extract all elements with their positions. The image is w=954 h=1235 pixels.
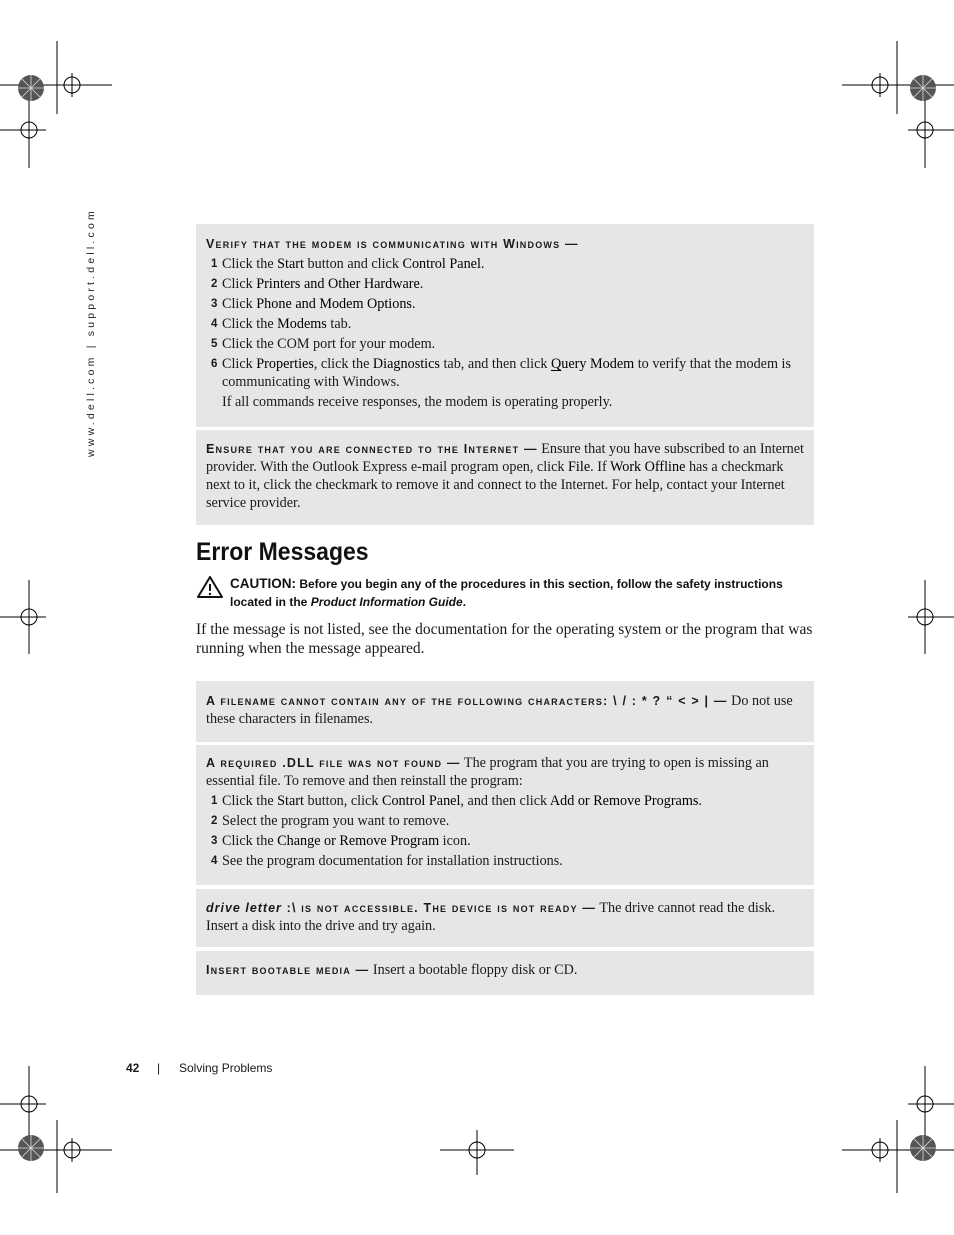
- modem-step-4: [206, 315, 804, 333]
- drive-letter-placeholder: drive letter: [206, 901, 282, 915]
- step-text: .: [411, 296, 416, 312]
- dll-box: [196, 745, 814, 885]
- step-number: 6: [211, 358, 218, 370]
- step-text: Click the: [222, 833, 278, 849]
- step-number: 2: [211, 278, 218, 290]
- step-text: See the program documentation for installation instructions.: [222, 853, 563, 869]
- step-text: .: [480, 256, 485, 272]
- side-url: [85, 208, 101, 462]
- step-text: Select the program you want to remove.: [222, 813, 450, 829]
- step-text: .: [419, 276, 424, 292]
- modem-step-1: [206, 255, 804, 273]
- ui-term: Modems: [277, 316, 327, 332]
- modem-heading: Verify that the modem is communicating with Windows —: [206, 237, 579, 251]
- step-text: Click the: [222, 316, 278, 332]
- ui-term: Printers and Other Hardware: [256, 276, 420, 292]
- step-number: 1: [211, 258, 218, 270]
- modem-steps: [206, 255, 804, 353]
- section-title: Error Messages: [196, 538, 369, 566]
- warning-icon: [196, 575, 224, 599]
- dll-step-1: [206, 792, 804, 810]
- ui-term: uery Modem: [561, 356, 635, 372]
- filename-text: Do not use these characters in filenames.: [206, 693, 793, 727]
- modem-step-5: [206, 335, 804, 353]
- step-text: , click the: [313, 356, 373, 372]
- drive-box: [196, 889, 814, 947]
- modem-step-6: [206, 355, 804, 391]
- internet-box: [196, 430, 814, 525]
- step-number: 3: [211, 298, 218, 310]
- modem-step-2: [206, 275, 804, 293]
- filename-box: [196, 681, 814, 742]
- guide-title: Product Information Guide: [310, 595, 463, 609]
- ui-term: Control Panel: [402, 256, 481, 272]
- ui-term: Properties: [256, 356, 314, 372]
- step-text: Click the: [222, 793, 278, 809]
- modem-step-3: [206, 295, 804, 313]
- footer-section: Solving Problems: [179, 1061, 273, 1075]
- internet-heading: Ensure that you are connected to the Internet —: [206, 442, 538, 456]
- filename-heading: A filename cannot contain any of the following characters: \ / : * ? “ < > | —: [206, 694, 728, 708]
- caution-text: Before you begin any of the procedures in this section, follow the safety instructions located in the: [230, 577, 783, 609]
- step-text: icon.: [439, 833, 471, 849]
- step-text: Click: [222, 276, 257, 292]
- dll-text: The program that you are trying to open is missing an essential file. To remove and then reinstall the program:: [206, 755, 769, 789]
- step-text: .: [698, 793, 702, 809]
- step-text: to verify that the modem is communicating with Windows.: [222, 356, 792, 390]
- modem-note: If all commands receive responses, the modem is operating properly.: [222, 394, 613, 410]
- step-number: 1: [211, 795, 218, 807]
- step-text: button, click: [303, 793, 382, 809]
- internet-text: has a checkmark next to it, click the checkmark to remove it and connect to the Internet. For help, contact your Internet service provider.: [206, 459, 785, 511]
- intro-paragraph: If the message is not listed, see the documentation for the operating system or the program that was running when the message appeared.: [196, 621, 813, 657]
- dll-step-3: [206, 832, 804, 850]
- step-number: 4: [211, 855, 218, 867]
- dll-step-4: [206, 852, 804, 870]
- ui-term: Change or Remove Program: [277, 833, 440, 849]
- dll-step-2: [206, 812, 804, 830]
- ui-term: Work Offline: [609, 459, 686, 475]
- internet-text: Ensure that you have subscribed to an Internet provider. With the Outlook Express e-mail program open, click: [206, 441, 804, 475]
- dll-heading: A required .DLL file was not found —: [206, 756, 461, 770]
- footer-separator: |: [157, 1061, 161, 1075]
- boot-box: [196, 951, 814, 995]
- ui-term: Add or Remove Programs: [549, 793, 699, 809]
- ui-term: Start: [277, 793, 304, 809]
- drive-text: The drive cannot read the disk. Insert a disk into the drive and try again.: [206, 900, 776, 934]
- step-text: tab, and then click: [439, 356, 552, 372]
- page-number: 42: [126, 1061, 140, 1075]
- step-number: 3: [211, 835, 218, 847]
- step-text: button and click: [303, 256, 403, 272]
- ui-term: Phone and Modem Options: [256, 296, 412, 312]
- drive-heading: [206, 901, 596, 915]
- boot-text: Insert a bootable floppy disk or CD.: [369, 962, 578, 978]
- boot-heading: Insert bootable media —: [206, 963, 370, 977]
- step-text: Click the COM port for your modem.: [222, 336, 436, 352]
- drive-heading-text: :\ is not accessible. The device is not ready —: [281, 901, 597, 915]
- step-text: , and then click: [460, 793, 550, 809]
- step-number: 5: [211, 338, 218, 350]
- step-text: Click the: [222, 256, 278, 272]
- step-text: Click: [222, 356, 257, 372]
- step-number: 2: [211, 815, 218, 827]
- ui-term: Control Panel: [382, 793, 461, 809]
- ui-term: Diagnostics: [372, 356, 440, 372]
- modem-box: [196, 224, 814, 427]
- caution-notice: [196, 575, 816, 611]
- internet-text: . If: [590, 459, 610, 475]
- step-text: Click: [222, 296, 257, 312]
- ui-term: Start: [277, 256, 304, 272]
- ui-term-accel: Q: [551, 356, 562, 372]
- caution-label: CAUTION:: [230, 576, 296, 591]
- step-number: 4: [211, 318, 218, 330]
- caution-text: .: [462, 595, 467, 609]
- step-text: tab.: [326, 316, 352, 332]
- ui-term: File: [568, 459, 591, 475]
- side-url-text: www.dell.com | support.dell.com: [85, 208, 97, 457]
